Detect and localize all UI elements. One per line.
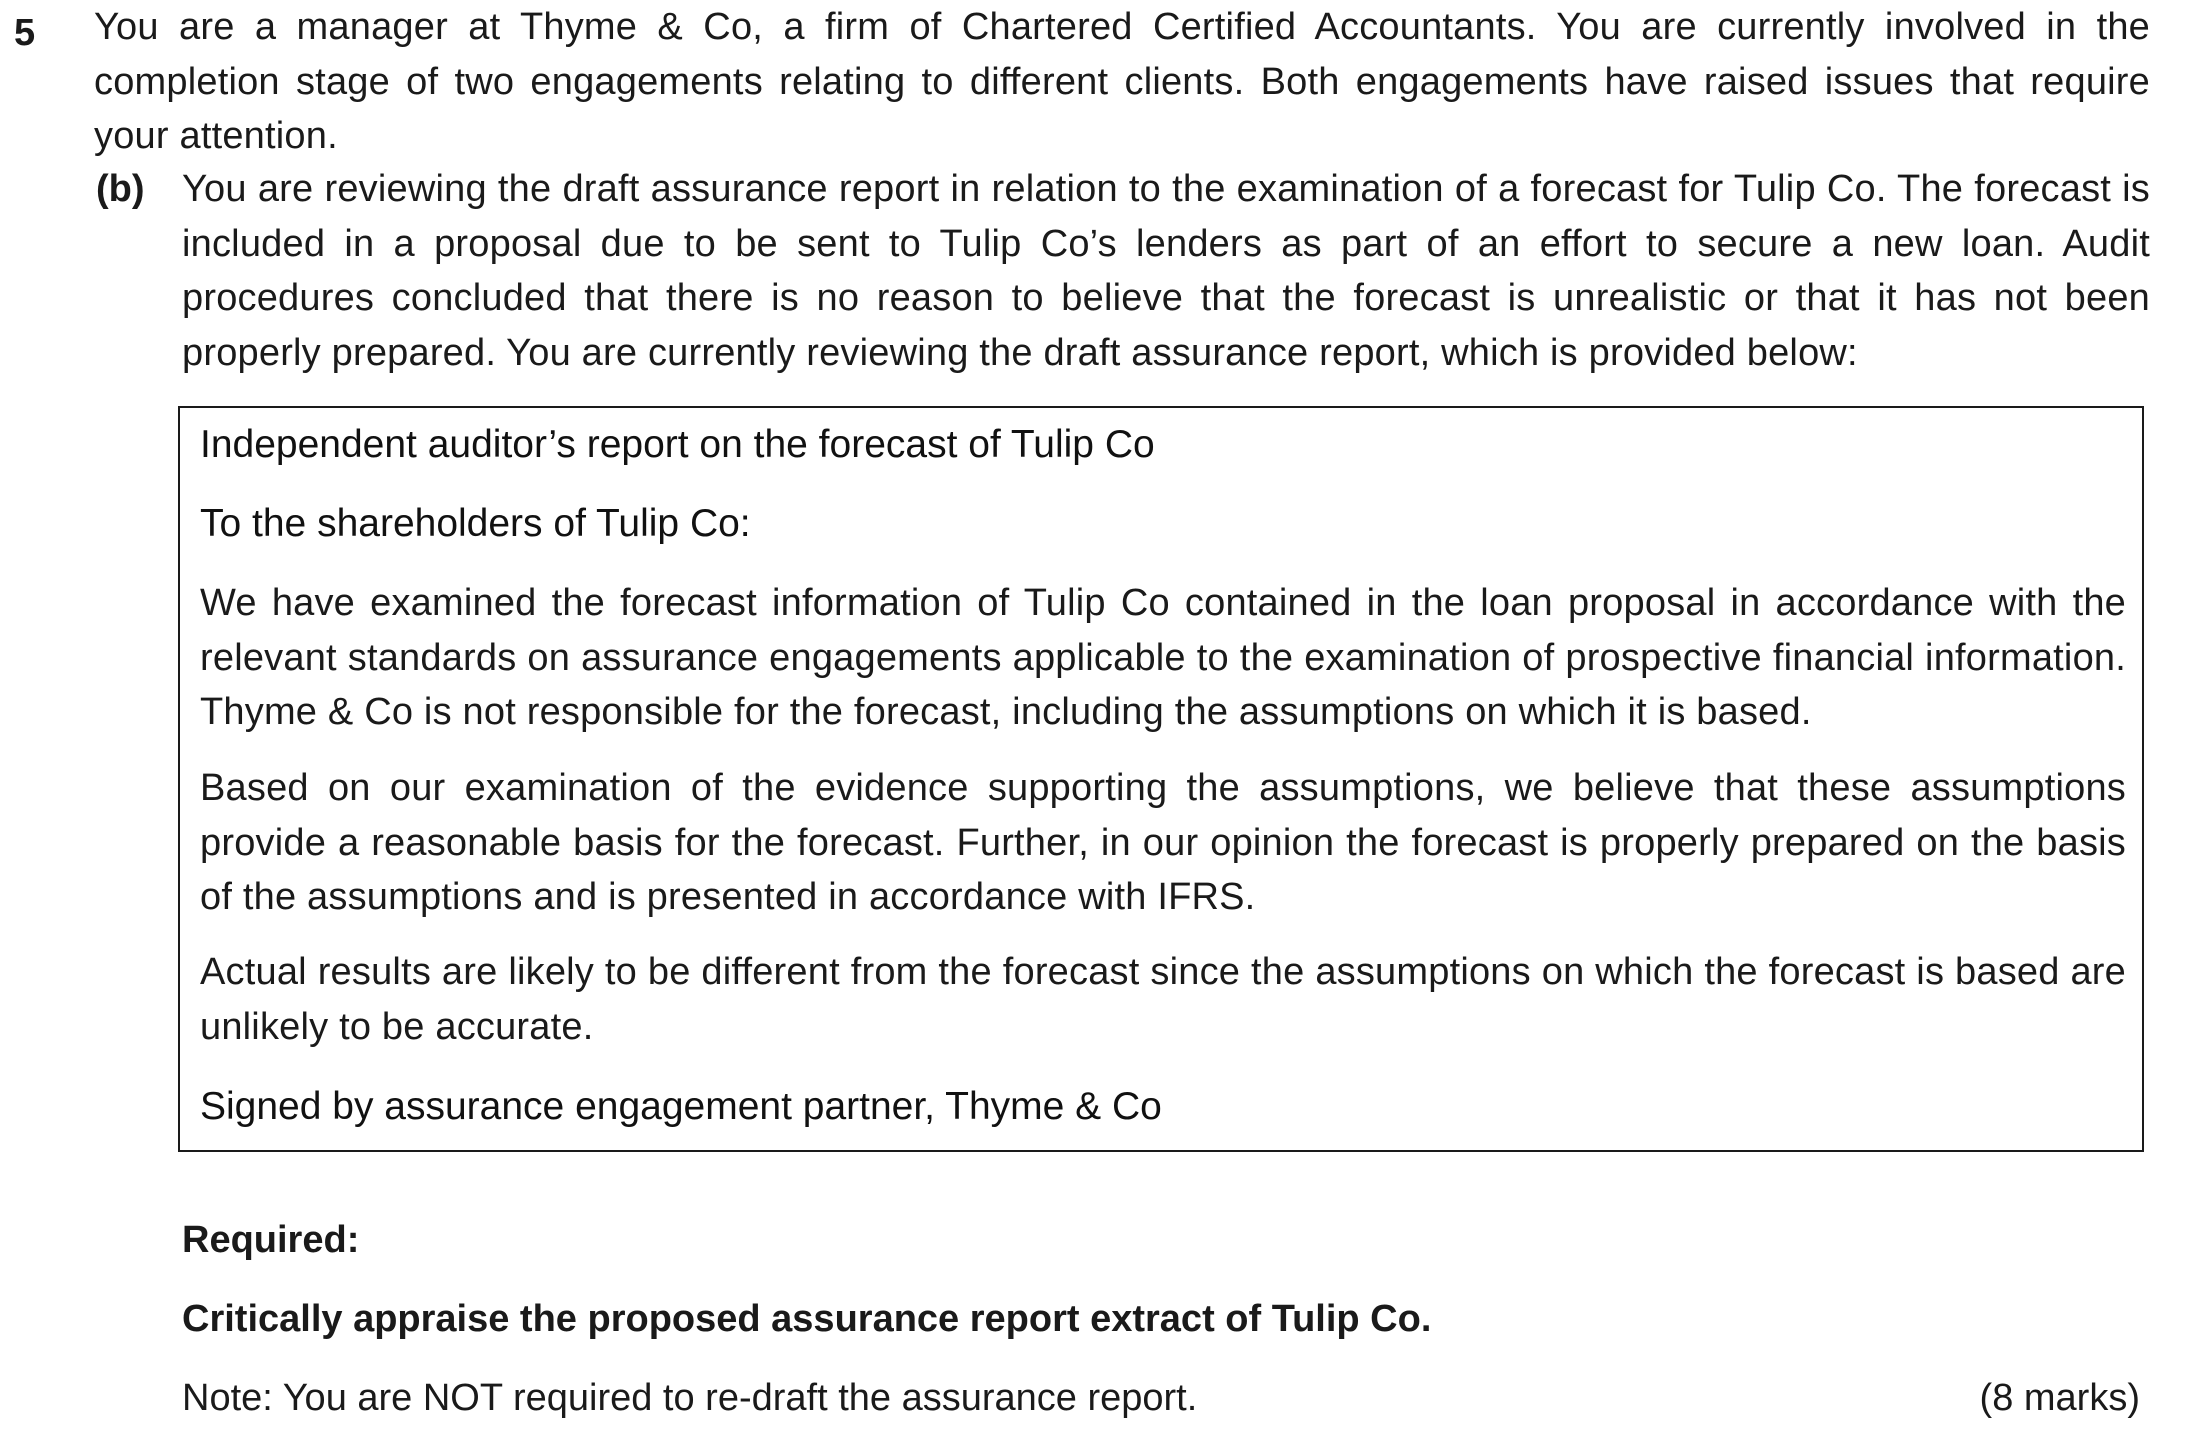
report-paragraph: Actual results are likely to be different from the forecast since the assumptions on which the forecast is based are unlikely to be accurate. bbox=[200, 951, 2126, 1048]
question-intro: You are a manager at Thyme & Co, a firm of Chartered Certified Accountants. You are currently involved in the completion stage of two engagements relating to different clients. Both engagements have raised issues that require your attention. bbox=[94, 6, 2150, 157]
required-task: Critically appraise the proposed assurance report extract of Tulip Co. bbox=[182, 1298, 1432, 1340]
report-addressee: To the shareholders of Tulip Co: bbox=[200, 502, 751, 545]
part-label: (b) bbox=[96, 168, 145, 210]
report-paragraph: Based on our examination of the evidence supporting the assumptions, we believe that these assumptions provide a reasonable basis for the forecast. Further, in our opinion the forecast is properly prepared on the basis of the assumptions and is presented in accordance with IFRS. bbox=[200, 767, 2126, 918]
part-text: You are reviewing the draft assurance report in relation to the examination of a forecast for Tulip Co. The forecast is included in a proposal due to be sent to Tulip Co’s lenders as part of an effort to secure a new loan. Audit procedures concluded that there is no reason to believe that the forecast is unrealistic or that it has not been properly prepared. You are currently reviewing the draft assurance report, which is provided below: bbox=[182, 168, 2150, 374]
report-title: Independent auditor’s report on the forecast of Tulip Co bbox=[200, 423, 1155, 466]
required-note: Note: You are NOT required to re-draft the assurance report. bbox=[182, 1377, 1198, 1419]
marks-label: (8 marks) bbox=[1979, 1377, 2140, 1419]
report-signature-line: Signed by assurance engagement partner, Thyme & Co bbox=[200, 1085, 1162, 1128]
question-number: 5 bbox=[14, 12, 36, 54]
required-heading: Required: bbox=[182, 1219, 360, 1261]
report-paragraph: We have examined the forecast information of Tulip Co contained in the loan proposal in accordance with the relevant standards on assurance engagements applicable to the examination of prospective financial information. Thyme & Co is not responsible for the forecast, including the assumptions on which it is based. bbox=[200, 582, 2126, 733]
